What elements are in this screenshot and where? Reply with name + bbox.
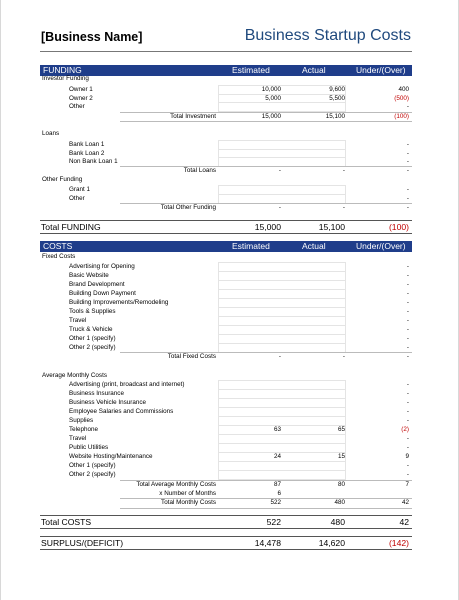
- investor-actual-value: 9,600: [329, 86, 345, 93]
- monthly-cost-row-label: Public Utilities: [69, 444, 109, 451]
- loan-row-label: Bank Loan 2: [69, 150, 105, 157]
- investor-row-label: Owner 1: [69, 86, 93, 93]
- business-name[interactable]: [Business Name]: [41, 30, 143, 44]
- investor-diff-value: -: [406, 103, 409, 110]
- fixed-cost-row-label: Building Improvements/Remodeling: [69, 299, 169, 306]
- fixed-cost-diff-value: -: [406, 308, 409, 315]
- funding-section-title: FUNDING: [43, 65, 82, 75]
- fixed-cost-diff-value: -: [406, 290, 409, 297]
- monthly-cost-estimated: 24: [273, 453, 281, 460]
- loan-row-label: Non Bank Loan 1: [69, 158, 118, 165]
- surplus-label: SURPLUS/(DEFICIT): [41, 538, 124, 548]
- total-costs-rule: [40, 515, 412, 516]
- fixed-cost-row-label: Building Down Payment: [69, 290, 136, 297]
- other-funding-diff-value: -: [406, 195, 409, 202]
- total-costs-actual: 480: [330, 517, 345, 527]
- total-investment-diff: (100): [394, 113, 409, 120]
- fixed-costs-label: Fixed Costs: [42, 253, 76, 260]
- fixed-cost-row-label: Other 2 (specify): [69, 344, 116, 351]
- fixed-cost-diff-value: -: [406, 263, 409, 270]
- monthly-cost-diff: -: [406, 417, 409, 424]
- total-monthly-diff: 42: [401, 499, 409, 506]
- total-fixed-estimated: -: [278, 353, 281, 360]
- total-investment-underline: [120, 121, 412, 122]
- monthly-cost-row-label: Employee Salaries and Commissions: [69, 408, 174, 415]
- total-investment-actual: 15,100: [325, 113, 345, 120]
- total-loans-actual: -: [342, 167, 345, 174]
- monthly-cost-diff: (2): [401, 426, 409, 433]
- other-funding-row-label: Grant 1: [69, 186, 90, 193]
- monthly-cost-estimated: 63: [273, 426, 281, 433]
- total-fixed-rule: [120, 352, 412, 353]
- investor-funding-label: Investor Funding: [42, 75, 89, 82]
- funding-col-actual: Actual: [302, 65, 326, 75]
- monthly-cost-row-label: Other 2 (specify): [69, 471, 116, 478]
- monthly-cost-row-label: Other 1 (specify): [69, 462, 116, 469]
- investor-row-label: Owner 2: [69, 95, 93, 102]
- fixed-cost-row-label: Truck & Vehicle: [69, 326, 113, 333]
- total-costs-estimated: 522: [266, 517, 281, 527]
- total-investment-label: Total Investment: [170, 113, 216, 120]
- costs-section-title: COSTS: [43, 241, 73, 251]
- total-monthly-label: Total Monthly Costs: [161, 499, 216, 506]
- num-months-label: x Number of Months: [159, 490, 216, 497]
- total-other-actual: -: [342, 204, 345, 211]
- total-funding-diff: (100): [388, 222, 409, 232]
- funding-header-bar: [40, 65, 412, 76]
- page-title: Business Startup Costs: [244, 27, 411, 44]
- investor-entry-cells[interactable]: [218, 102, 346, 112]
- surplus-rule: [40, 536, 412, 537]
- surplus-diff: (142): [388, 538, 409, 548]
- costs-col-estimated: Estimated: [232, 241, 270, 251]
- total-fixed-diff: -: [406, 353, 409, 360]
- investor-actual-value: 5,500: [329, 95, 345, 102]
- total-loans-rule: [120, 166, 412, 167]
- monthly-cost-diff: 9: [405, 453, 409, 460]
- total-avg-monthly-estimated: 87: [273, 481, 281, 488]
- loan-diff-value: -: [406, 150, 409, 157]
- total-funding-actual: 15,100: [318, 222, 345, 232]
- monthly-cost-row-label: Travel: [69, 435, 87, 442]
- monthly-cost-diff: -: [406, 408, 409, 415]
- total-fixed-actual: -: [342, 353, 345, 360]
- fixed-cost-row-label: Advertising for Opening: [69, 263, 135, 270]
- title-rule: [40, 51, 412, 52]
- total-funding-label: Total FUNDING: [41, 222, 101, 232]
- monthly-cost-diff: -: [406, 435, 409, 442]
- monthly-cost-row-label: Advertising (print, broadcast and internet): [69, 381, 185, 388]
- investor-estimated-value: 5,000: [265, 95, 281, 102]
- total-avg-monthly-diff: 7: [405, 481, 409, 488]
- monthly-cost-diff: -: [406, 471, 409, 478]
- page-border-left: [0, 0, 1, 600]
- total-investment-estimated: 15,000: [261, 113, 281, 120]
- total-loans-estimated: -: [278, 167, 281, 174]
- investor-diff-value: (500): [394, 95, 409, 102]
- total-monthly-actual: 480: [334, 499, 345, 506]
- total-other-diff: -: [406, 204, 409, 211]
- costs-col-actual: Actual: [302, 241, 326, 251]
- monthly-cost-actual: 15: [337, 453, 345, 460]
- total-costs-diff: 42: [399, 517, 409, 527]
- monthly-cost-diff: -: [406, 399, 409, 406]
- monthly-cost-row-label: Business Insurance: [69, 390, 124, 397]
- fixed-cost-row-label: Brand Development: [69, 281, 125, 288]
- loan-row-label: Bank Loan 1: [69, 141, 105, 148]
- monthly-cost-diff: -: [406, 444, 409, 451]
- total-loans-diff: -: [406, 167, 409, 174]
- monthly-costs-label: Average Monthly Costs: [42, 372, 107, 379]
- fixed-cost-diff-value: -: [406, 272, 409, 279]
- total-fixed-label: Total Fixed Costs: [167, 353, 216, 360]
- monthly-cost-row-label: Supplies: [69, 417, 94, 424]
- monthly-cost-diff: -: [406, 381, 409, 388]
- total-monthly-estimated: 522: [270, 499, 281, 506]
- monthly-cost-row-label: Website Hosting/Maintenance: [69, 453, 153, 460]
- fixed-cost-row-label: Travel: [69, 317, 87, 324]
- investor-diff-value: 400: [398, 86, 409, 93]
- total-avg-monthly-label: Total Average Monthly Costs: [136, 481, 216, 488]
- fixed-cost-diff-value: -: [406, 326, 409, 333]
- monthly-cost-actual: 65: [337, 426, 345, 433]
- other-funding-label: Other Funding: [42, 176, 83, 183]
- total-avg-monthly-actual: 80: [337, 481, 345, 488]
- fixed-cost-diff-value: -: [406, 299, 409, 306]
- monthly-cost-row-label: Business Vehicle Insurance: [69, 399, 147, 406]
- total-costs-label: Total COSTS: [41, 517, 92, 527]
- monthly-cost-diff: -: [406, 390, 409, 397]
- total-funding-rule: [40, 220, 412, 221]
- surplus-actual: 14,620: [318, 538, 345, 548]
- fixed-cost-diff-value: -: [406, 344, 409, 351]
- monthly-cost-diff: -: [406, 462, 409, 469]
- funding-col-under-over: Under/(Over): [356, 65, 406, 75]
- fixed-cost-row-label: Basic Website: [69, 272, 109, 279]
- monthly-cost-entry-cells[interactable]: [218, 470, 346, 480]
- fixed-cost-diff-value: -: [406, 335, 409, 342]
- total-other-estimated: -: [278, 204, 281, 211]
- monthly-cost-row-label: Telephone: [69, 426, 99, 433]
- total-other-label: Total Other Funding: [160, 204, 216, 211]
- total-monthly-underline: [120, 508, 412, 509]
- funding-col-estimated: Estimated: [232, 65, 270, 75]
- loans-label: Loans: [42, 130, 60, 137]
- total-funding-estimated: 15,000: [254, 222, 281, 232]
- other-funding-diff-value: -: [406, 186, 409, 193]
- other-funding-row-label: Other: [69, 195, 85, 202]
- costs-col-under-over: Under/(Over): [356, 241, 406, 251]
- investor-estimated-value: 10,000: [261, 86, 281, 93]
- costs-header-bar: [40, 241, 412, 252]
- fixed-cost-diff-value: -: [406, 317, 409, 324]
- surplus-underline: [40, 549, 412, 550]
- total-loans-label: Total Loans: [183, 167, 216, 174]
- fixed-cost-row-label: Other 1 (specify): [69, 335, 116, 342]
- investor-row-label: Other: [69, 103, 85, 110]
- fixed-cost-diff-value: -: [406, 281, 409, 288]
- total-costs-underline: [40, 528, 412, 529]
- fixed-cost-row-label: Tools & Supplies: [69, 308, 116, 315]
- loan-diff-value: -: [406, 141, 409, 148]
- total-funding-underline: [40, 233, 412, 234]
- loan-diff-value: -: [406, 158, 409, 165]
- surplus-estimated: 14,478: [254, 538, 281, 548]
- num-months-value: 6: [277, 490, 281, 497]
